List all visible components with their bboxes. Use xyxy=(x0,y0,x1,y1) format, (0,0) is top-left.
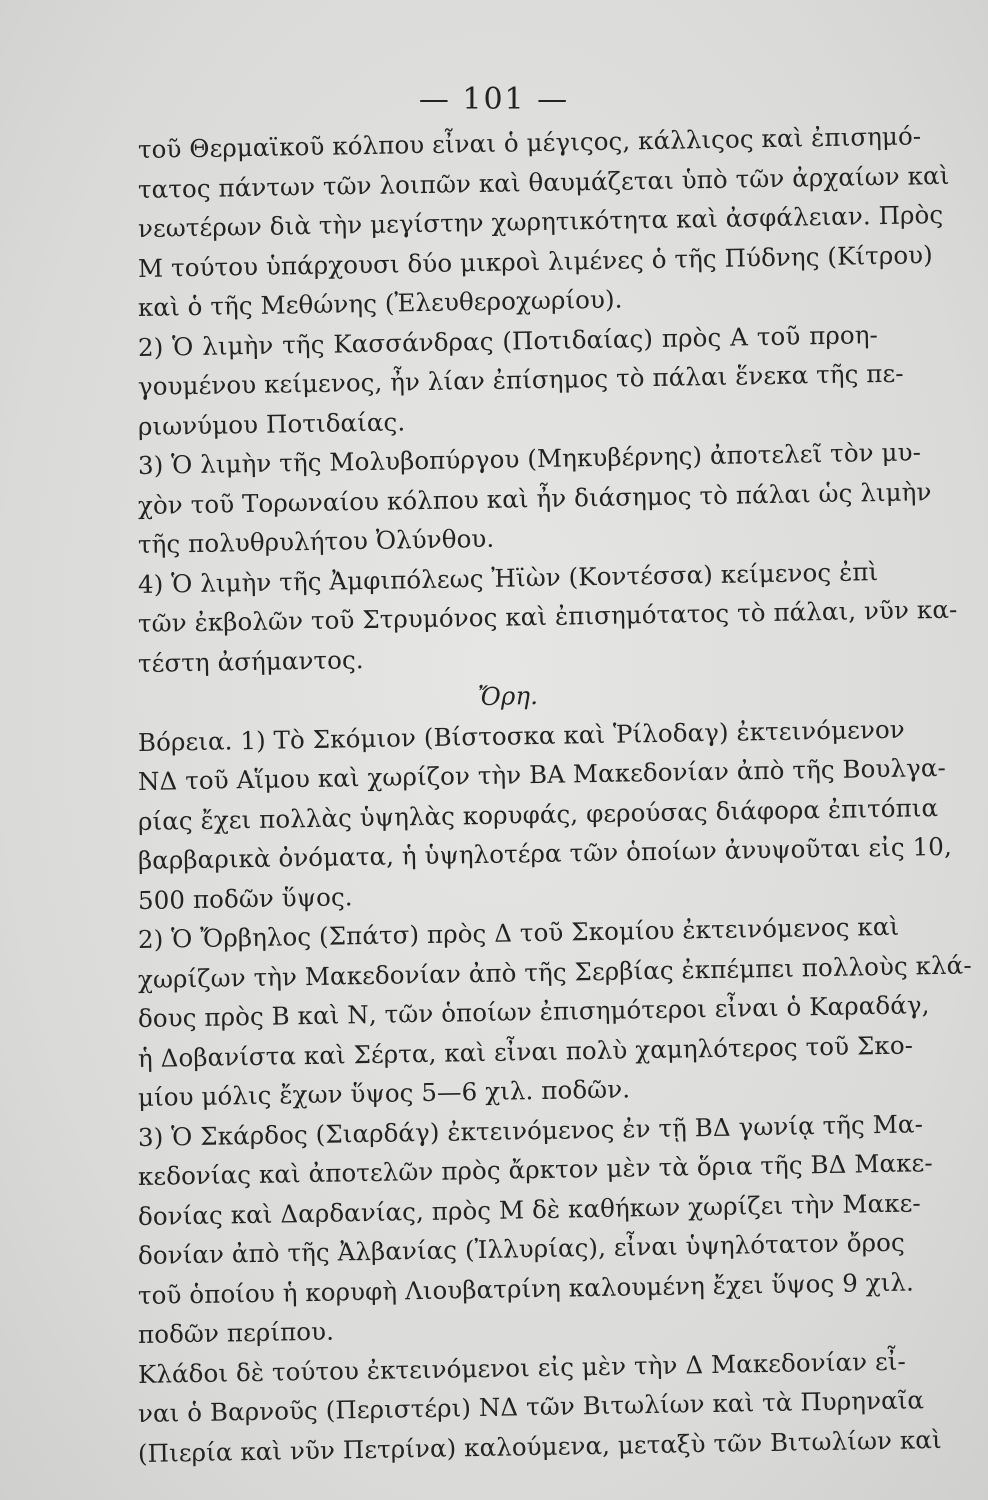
text-line: ΝΔ τοῦ Αἵμου καὶ χωρίζον τὴν ΒΑ Μακεδονίαν ἀπὸ τῆς Βουλγα- xyxy=(137,752,947,796)
text-line: τέστη ἀσήμαντος. xyxy=(137,644,364,678)
text-line: τοῦ ὁποίου ἡ κορυφὴ Λιουβατρίνη καλουμένη ἔχει ὕψος 9 χιλ. xyxy=(137,1266,915,1310)
page-text xyxy=(137,121,972,1473)
text-line: νεωτέρων διὰ τὴν μεγίστην χωρητικότητα καὶ ἀσφάλειαν. Πρὸς xyxy=(137,199,944,243)
section-heading: Ὄρη. xyxy=(477,681,539,712)
text-line: Μ τούτου ὑπάρχουσι δύο μικροὶ λιμένες ὁ τῆς Πύδνης (Κίτρου) xyxy=(137,239,934,283)
text-line: χὸν τοῦ Τορωναίου κόλπου καὶ ἦν διάσημος τὸ πάλαι ὡς λιμὴν xyxy=(137,476,932,520)
text-line: δονίας καὶ Δαρδανίας, πρὸς Μ δὲ καθήκων χωρίζει τὴν Μακε- xyxy=(137,1187,922,1231)
text-line: τατος πάντων τῶν λοιπῶν καὶ θαυμάζεται ὑπὸ τῶν ἀρχαίων καὶ xyxy=(137,160,950,204)
text-line: γουμένου κείμενος, ἦν λίαν ἐπίσημος τὸ πάλαι ἕνεκα τῆς πε- xyxy=(137,358,904,401)
paragraphs-harbors xyxy=(137,121,958,683)
text-line: ριωνύμου Ποτιδαίας. xyxy=(137,406,406,441)
text-line: βαρβαρικὰ ὀνόματα, ἡ ὑψηλοτέρα τῶν ὁποίων ἀνυψοῦται εἰς 10, xyxy=(137,831,953,875)
text-line: (Πιερία καὶ νῦν Πετρίνα) καλούμενα, μεταξὺ τῶν Βιτωλίων καὶ xyxy=(137,1424,942,1468)
text-line: 4) Ὁ λιμὴν τῆς Ἀμφιπόλεως Ἠϊὼν (Κοντέσσα) κείμενος ἐπὶ xyxy=(137,556,879,599)
paragraphs-mountains xyxy=(137,714,972,1474)
text-line: 500 ποδῶν ὕψος. xyxy=(137,881,353,915)
text-line: μίου μόλις ἔχων ὕψος 5—6 χιλ. ποδῶν. xyxy=(137,1074,631,1112)
text-line: ἡ Δοβανίστα καὶ Σέρτα, καὶ εἶναι πολὺ χαμηλότερος τοῦ Σκο- xyxy=(137,1029,914,1073)
text-line: Κλάδοι δὲ τούτου ἐκτεινόμενοι εἰς μὲν τὴν Δ Μακεδονίαν εἶ- xyxy=(137,1346,907,1389)
text-line: 2) Ὁ λιμὴν τῆς Κασσάνδρας (Ποτιδαίας) πρὸς Α τοῦ προη- xyxy=(137,319,879,362)
text-line: δους πρὸς Β καὶ Ν, τῶν ὁποίων ἐπισημότεροι εἶναι ὁ Καραδάγ, xyxy=(137,990,930,1033)
text-line: χωρίζων τὴν Μακεδονίαν ἀπὸ τῆς Σερβίας ἐκπέμπει πολλοὺς κλά- xyxy=(137,949,972,994)
text-line: 3) Ὁ Σκάρδος (Σιαρδάγ) ἐκτεινόμενος ἐν τῇ ΒΔ γωνίᾳ τῆς Μα- xyxy=(137,1108,924,1152)
page-number: — 101 — xyxy=(418,82,570,117)
text-line: 2) Ὁ Ὄρβηλος (Σπάτσ) πρὸς Δ τοῦ Σκομίου ἐκτεινόμενος καὶ xyxy=(137,911,900,954)
text-line: ρίας ἔχει πολλὰς ὑψηλὰς κορυφάς, φερούσας διάφορα ἐπιτόπια xyxy=(137,792,939,836)
text-line: κεδονίας καὶ ἀποτελῶν πρὸς ἄρκτον μὲν τὰ ὅρια τῆς ΒΔ Μακε- xyxy=(137,1148,933,1191)
text-line: Βόρεια. 1) Τὸ Σκόμιον (Βίστοσκα καὶ Ῥίλοδαγ) ἐκτεινόμενον xyxy=(137,714,906,757)
text-line: 3) Ὁ λιμὴν τῆς Μολυβοπύργου (Μηκυβέρνης) ἀποτελεῖ τὸν μυ- xyxy=(137,437,922,480)
text-line: ναι ὁ Βαρνοῦς (Περιστέρι) ΝΔ τῶν Βιτωλίων καὶ τὰ Πυρηναῖα xyxy=(137,1385,925,1428)
text-line: δονίαν ἀπὸ τῆς Ἀλβανίας (Ἰλλυρίας), εἶναι ὑψηλότατον ὄρος xyxy=(137,1227,906,1270)
text-line: καὶ ὁ τῆς Μεθώνης (Ἐλευθεροχωρίου). xyxy=(137,284,623,322)
text-line: τοῦ Θερμαϊκοῦ κόλπου εἶναι ὁ μέγιςος, κάλλιςος καὶ ἐπισημό- xyxy=(137,121,922,164)
text-line: ποδῶν περίπου. xyxy=(137,1316,335,1349)
text-line: τῶν ἐκβολῶν τοῦ Στρυμόνος καὶ ἐπισημότατος τὸ πάλαι, νῦν κα- xyxy=(137,594,958,638)
text-line: τῆς πολυθρυλήτου Ὀλύνθου. xyxy=(137,523,495,559)
